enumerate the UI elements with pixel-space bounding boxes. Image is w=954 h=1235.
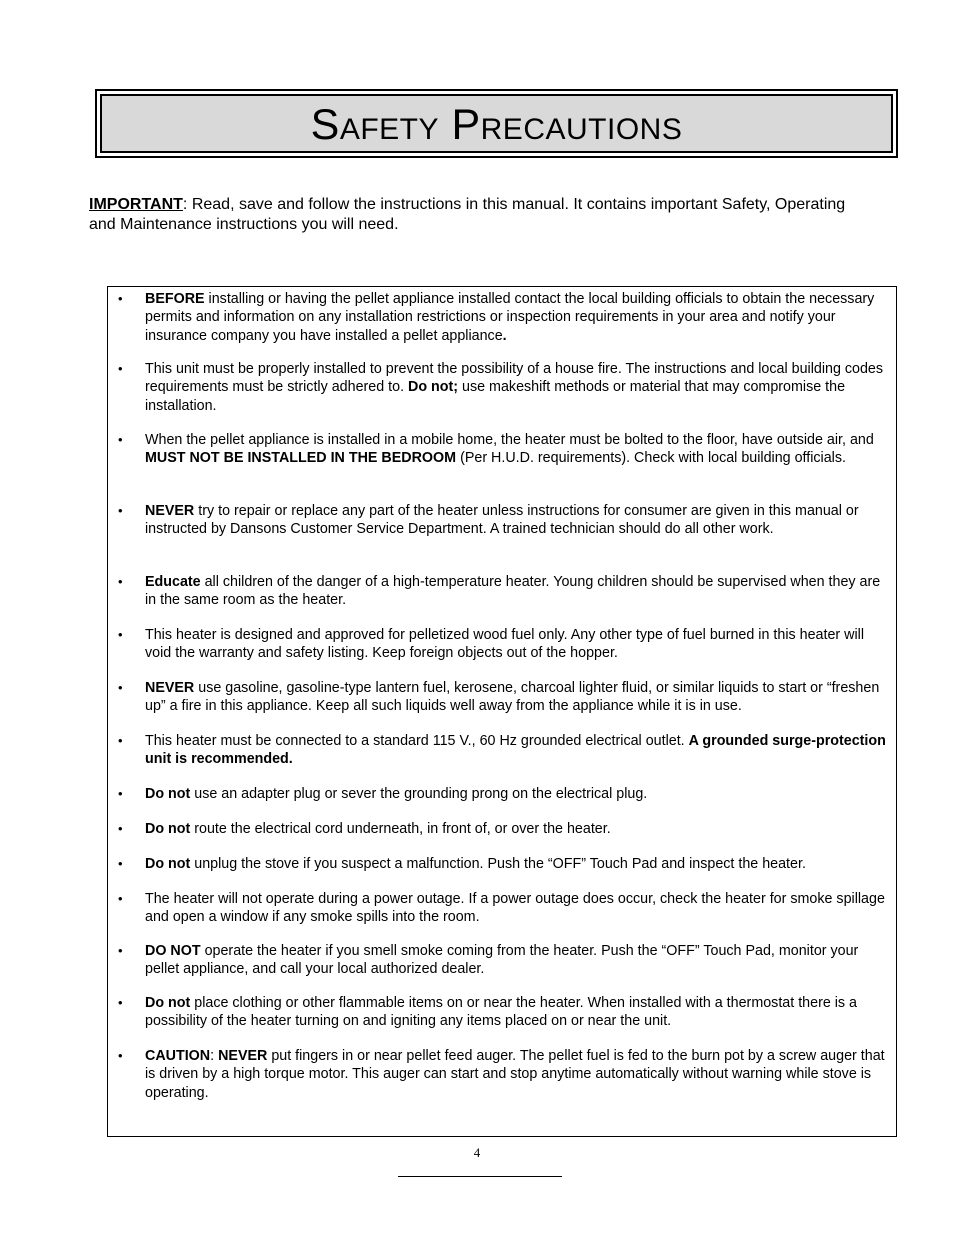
page-number: 4 [473, 1145, 481, 1160]
title-box-inner [100, 94, 893, 153]
bullet-icon: • [118, 680, 123, 695]
warning-emphasis: NEVER [145, 680, 195, 696]
bullet-icon: • [118, 503, 123, 518]
safety-warning-item [118, 820, 889, 838]
warning-emphasis: Do not; [408, 379, 459, 396]
bullet-icon: • [118, 943, 123, 958]
bullet-icon: • [118, 627, 123, 642]
footer-rule [398, 1176, 562, 1177]
warning-text: place clothing or other flammable items on or near the heater. When installed with a thermostat there is a possibility of the heater turning on and igniting any items placed on or near the unit. [145, 995, 858, 1030]
warning-text: use gasoline, gasoline-type lantern fuel, kerosene, charcoal lighter fluid, or similar liquids to start or “freshen up” a fire in this appliance. Keep all such liquids well away from the appliance while it is in use. [145, 680, 880, 715]
safety-warning-item [118, 573, 889, 610]
warning-text: use makeshift methods or material that may compromise the installation. [145, 379, 846, 414]
important-label: IMPORTANT [89, 196, 183, 213]
bullet-icon: • [118, 733, 123, 748]
bullet-icon: • [118, 995, 123, 1010]
bullet-icon: • [118, 891, 123, 906]
warning-text: The heater will not operate during a power outage. If a power outage does occur, check the heater for smoke spillage and open a window if any smoke spills into the room. [145, 891, 885, 926]
warning-emphasis: MUST NOT BE INSTALLED IN THE BEDROOM [145, 450, 457, 467]
warning-text: This unit must be properly installed to prevent the possibility of a house fire. The instructions and local building codes requirements must be strictly adhered to. [145, 361, 884, 396]
safety-warning-item [118, 626, 889, 663]
bullet-icon: • [118, 361, 123, 376]
safety-warning-item [118, 360, 889, 415]
safety-warning-item [118, 994, 889, 1031]
warning-text: use an adapter plug or sever the grounding prong on the electrical plug. [190, 786, 648, 802]
safety-warning-item [118, 502, 889, 539]
bullet-icon: • [118, 291, 123, 306]
warning-emphasis: Do not [145, 856, 191, 872]
warning-emphasis: BEFORE [145, 291, 205, 307]
bullet-icon: • [118, 574, 123, 589]
warning-text: (Per H.U.D. requirements). Check with local building officials. [456, 450, 846, 467]
warning-text: When the pellet appliance is installed in a mobile home, the heater must be bolted to the floor, have outside air, and [145, 432, 874, 448]
bullet-icon: • [118, 432, 123, 447]
safety-warning-item [118, 290, 889, 345]
bullet-icon: • [118, 821, 123, 836]
bullet-icon: • [118, 786, 123, 801]
warning-text: put fingers in or near pellet feed auger. The pellet fuel is fed to the burn pot by a screw auger that is driven by a high torque motor. This auger can start and stop anytime automatically without warning while stove is operating. [145, 1048, 885, 1101]
bullet-icon: • [118, 856, 123, 871]
warning-text: route the electrical cord underneath, in front of, or over the heater. [190, 821, 611, 837]
warning-text: This heater is designed and approved for pelletized wood fuel only. Any other type of fuel burned in this heater will void the warranty and safety listing. Keep foreign objects out of the hopper. [145, 627, 864, 662]
safety-warning-item [118, 1047, 889, 1102]
warning-emphasis: DO NOT [145, 943, 201, 959]
page-title: Safety Precautions [310, 101, 683, 149]
warning-emphasis: . [502, 327, 507, 344]
safety-warning-item [118, 732, 889, 769]
warning-text: try to repair or replace any part of the heater unless instructions for consumer are given in this manual or instructed by Dansons Customer Service Department. A trained technician should do all other work. [145, 503, 859, 538]
warning-text: operate the heater if you smell smoke coming from the heater. Push the “OFF” Touch Pad, monitor your pellet appliance, and call your local authorized dealer. [145, 943, 859, 978]
warning-emphasis: Do not [145, 786, 191, 802]
intro-text: : Read, save and follow the instructions in this manual. It contains important Safety, Operating and Maintenance instructions you will need. [89, 196, 846, 233]
safety-warning-item [118, 855, 889, 873]
title-box [95, 89, 898, 158]
safety-warning-item [118, 942, 889, 979]
warning-emphasis: NEVER [218, 1048, 268, 1064]
safety-warning-item [118, 785, 889, 803]
bullet-icon: • [118, 1048, 123, 1063]
warning-text: This heater must be connected to a standard 115 V., 60 Hz grounded electrical outlet. [145, 733, 689, 749]
intro-paragraph [89, 195, 859, 235]
warning-emphasis: CAUTION [145, 1048, 211, 1064]
warning-emphasis: Do not [145, 995, 191, 1011]
warning-emphasis: A grounded surge-protection unit is recommended. [145, 733, 886, 768]
warning-emphasis: Do not [145, 821, 191, 837]
warning-text: all children of the danger of a high-temperature heater. Young children should be supervised when they are in the same room as the heater. [145, 574, 881, 609]
warning-emphasis: Educate [145, 574, 201, 590]
safety-warnings-box [107, 286, 897, 1137]
safety-warning-item [118, 679, 889, 716]
warning-text: unplug the stove if you suspect a malfunction. Push the “OFF” Touch Pad and inspect the heater. [190, 856, 806, 872]
safety-warning-item [118, 431, 889, 468]
warning-emphasis: NEVER [145, 503, 195, 519]
safety-warning-item [118, 890, 889, 927]
warning-text: installing or having the pellet appliance installed contact the local building officials to obtain the necessary permits and information on any installation restrictions or inspection requirements in your area and notify your insurance company you have installed a pellet appliance [145, 291, 875, 344]
warning-text: : [210, 1048, 219, 1064]
